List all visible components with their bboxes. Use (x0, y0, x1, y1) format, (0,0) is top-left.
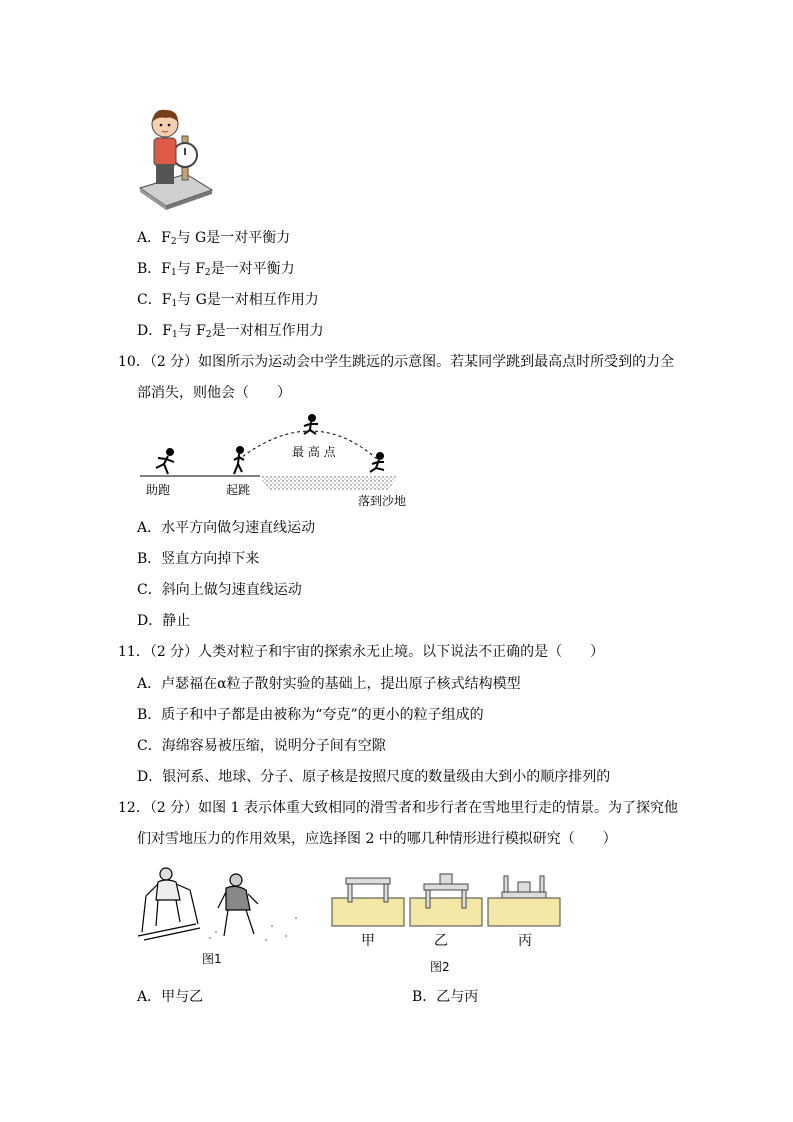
q9-option-d: D．$F_1$与 $F_2$是一对相互作用力 (137, 323, 324, 340)
boy-on-scale-figure (136, 102, 216, 212)
q11-option-d: D．银河系、地球、分子、原子核是按照尺度的数量级由大到小的顺序排列的 (137, 769, 611, 785)
label-run: 助跑 (146, 483, 171, 497)
q10-stem-line2: 部消失，则他会（ ） (137, 385, 291, 401)
q12-option-a: A．甲与乙 (137, 989, 204, 1005)
q9-option-b: B．$F_1$与 $F_2$是一对平衡力 (137, 261, 295, 278)
fig2-label-bing: 丙 (518, 933, 532, 949)
q9-option-a: A．$F_2$与 G是一对平衡力 (137, 230, 291, 247)
q11-option-a: A．卢瑟福在α粒子散射实验的基础上，提出原子核式结构模型 (137, 676, 521, 692)
q11-stem: 11．（2 分）人类对粒子和宇宙的探索永无止境。以下说法不正确的是（ ） (118, 644, 605, 660)
q10-option-d: D．静止 (137, 613, 191, 629)
q12-stem-line1: 12．（2 分）如图 1 表示体重大致相同的滑雪者和步行者在雪地里行走的情景。为了探究他 (118, 800, 678, 816)
fig1-caption: 图1 (202, 952, 222, 966)
q10-option-a: A．水平方向做匀速直线运动 (137, 520, 316, 536)
label-land: 落到沙地 (358, 494, 407, 508)
q10-stem-line1: 10．（2 分）如图所示为运动会中学生跳远的示意图。若某同学跳到最高点时所受到的力全 (118, 354, 675, 370)
sponge-experiment-figure (330, 868, 562, 930)
label-top-point: 最 高 点 (292, 445, 336, 459)
fig2-label-yi: 乙 (434, 933, 448, 949)
q9-option-c: C．$F_1$与 G是一对相互作用力 (137, 292, 319, 309)
q12-stem-line2: 们对雪地压力的作用效果，应选择图 2 中的哪几种情形进行模拟研究（ ） (137, 831, 617, 847)
q10-option-b: B．竖直方向掉下来 (137, 551, 260, 567)
q11-option-b: B．质子和中子都是由被称为“夸克”的更小的粒子组成的 (137, 707, 484, 723)
skier-walker-figure (136, 866, 306, 944)
fig2-caption: 图2 (430, 960, 450, 974)
q11-option-c: C．海绵容易被压缩，说明分子间有空隙 (137, 738, 386, 754)
q10-option-c: C．斜向上做匀速直线运动 (137, 582, 302, 598)
label-jump: 起跳 (226, 483, 251, 497)
q12-option-b: B．乙与丙 (412, 989, 479, 1005)
fig2-label-jia: 甲 (361, 933, 375, 949)
